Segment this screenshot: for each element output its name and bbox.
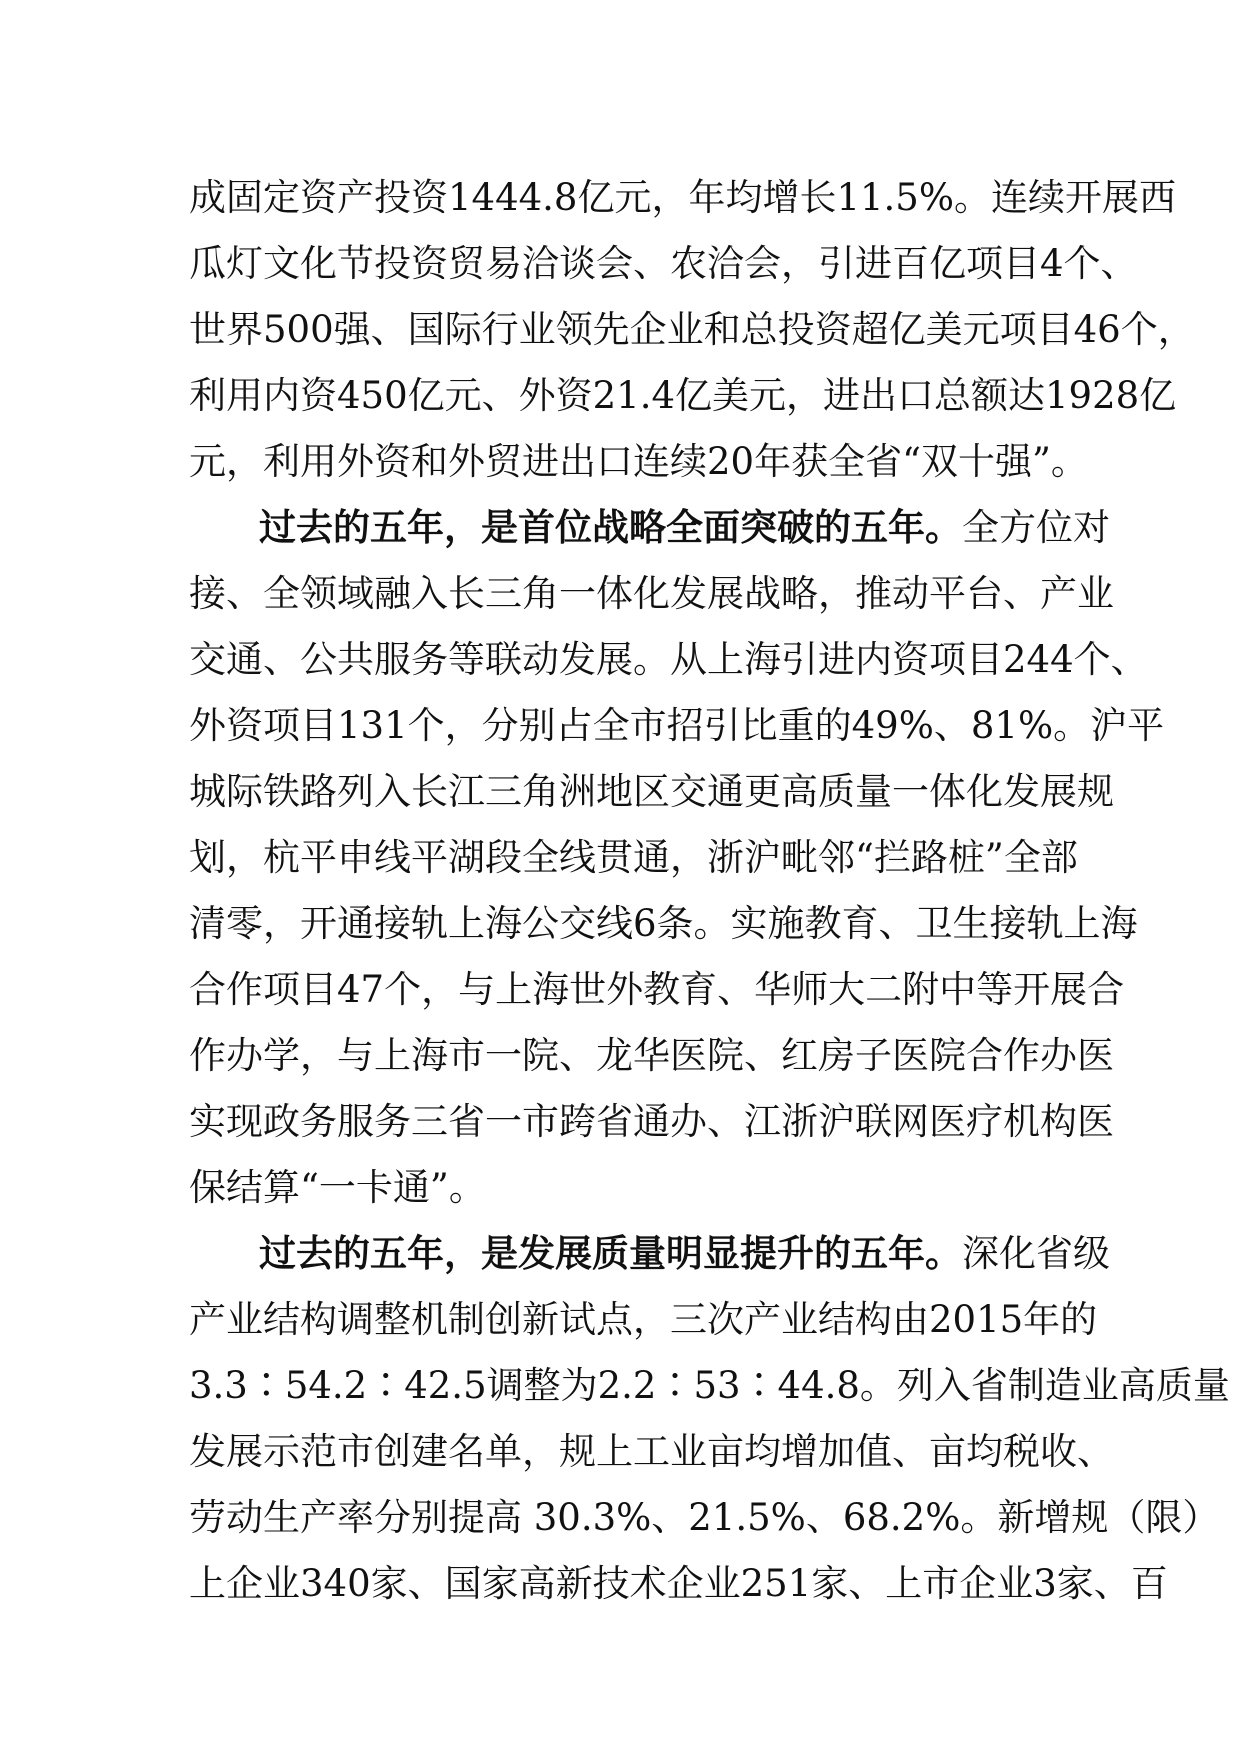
text-line: 产业结构调整机制创新试点，三次产业结构由2015年的 bbox=[189, 1298, 1098, 1341]
text-line: 劳动生产率分别提高 30.3%、21.5%、68.2%。新增规（限） bbox=[189, 1496, 1220, 1539]
text-line: 清零，开通接轨上海公交线6条。实施教育、卫生接轨上海 bbox=[189, 902, 1138, 945]
text-line: 划，杭平申线平湖段全线贯通，浙沪毗邻“拦路桩”全部 bbox=[189, 836, 1078, 879]
document-page bbox=[189, 165, 1230, 1617]
text-line: 元，利用外资和外贸进出口连续20年获全省“双十强”。 bbox=[189, 440, 1088, 483]
paragraph-lead-rest: 全方位对 bbox=[962, 506, 1110, 549]
text-line: 发展示范市创建名单，规上工业亩均增加值、亩均税收、 bbox=[189, 1430, 1114, 1473]
text-line: 成固定资产投资1444.8亿元，年均增长11.5%。连续开展西 bbox=[189, 176, 1177, 219]
text-line: 作办学，与上海市一院、龙华医院、红房子医院合作办医 bbox=[189, 1034, 1114, 1077]
text-line: 交通、公共服务等联动发展。从上海引进内资项目244个、 bbox=[189, 638, 1148, 681]
text-line: 接、全领域融入长三角一体化发展战略，推动平台、产业 bbox=[189, 572, 1114, 615]
paragraph-first-line bbox=[189, 1221, 1110, 1287]
paragraph-lead-heading: 过去的五年，是首位战略全面突破的五年。 bbox=[259, 506, 962, 549]
text-line: 城际铁路列入长江三角洲地区交通更高质量一体化发展规 bbox=[189, 770, 1114, 813]
paragraph-development-quality bbox=[189, 1221, 1230, 1617]
text-line: 瓜灯文化节投资贸易洽谈会、农洽会，引进百亿项目4个、 bbox=[189, 242, 1138, 285]
paragraph-first-line bbox=[189, 495, 1110, 561]
text-line: 合作项目47个，与上海世外教育、华师大二附中等开展合 bbox=[189, 968, 1125, 1011]
text-line: 3.3∶54.2∶42.5调整为2.2∶53∶44.8。列入省制造业高质量 bbox=[189, 1364, 1230, 1407]
text-line: 上企业340家、国家高新技术企业251家、上市企业3家、百 bbox=[189, 1562, 1168, 1605]
paragraph-primary-strategy bbox=[189, 495, 1165, 1221]
text-line: 外资项目131个，分别占全市招引比重的49%、81%。沪平 bbox=[189, 704, 1165, 747]
text-line: 保结算“一卡通”。 bbox=[189, 1166, 486, 1209]
paragraph-investment bbox=[189, 165, 1195, 495]
text-line: 世界500强、国际行业领先企业和总投资超亿美元项目46个， bbox=[189, 308, 1195, 351]
text-line: 利用内资450亿元、外资21.4亿美元，进出口总额达1928亿 bbox=[189, 374, 1177, 417]
paragraph-lead-rest: 深化省级 bbox=[962, 1232, 1110, 1275]
paragraph-lead-heading: 过去的五年，是发展质量明显提升的五年。 bbox=[259, 1232, 962, 1275]
text-line: 实现政务服务三省一市跨省通办、江浙沪联网医疗机构医 bbox=[189, 1100, 1114, 1143]
